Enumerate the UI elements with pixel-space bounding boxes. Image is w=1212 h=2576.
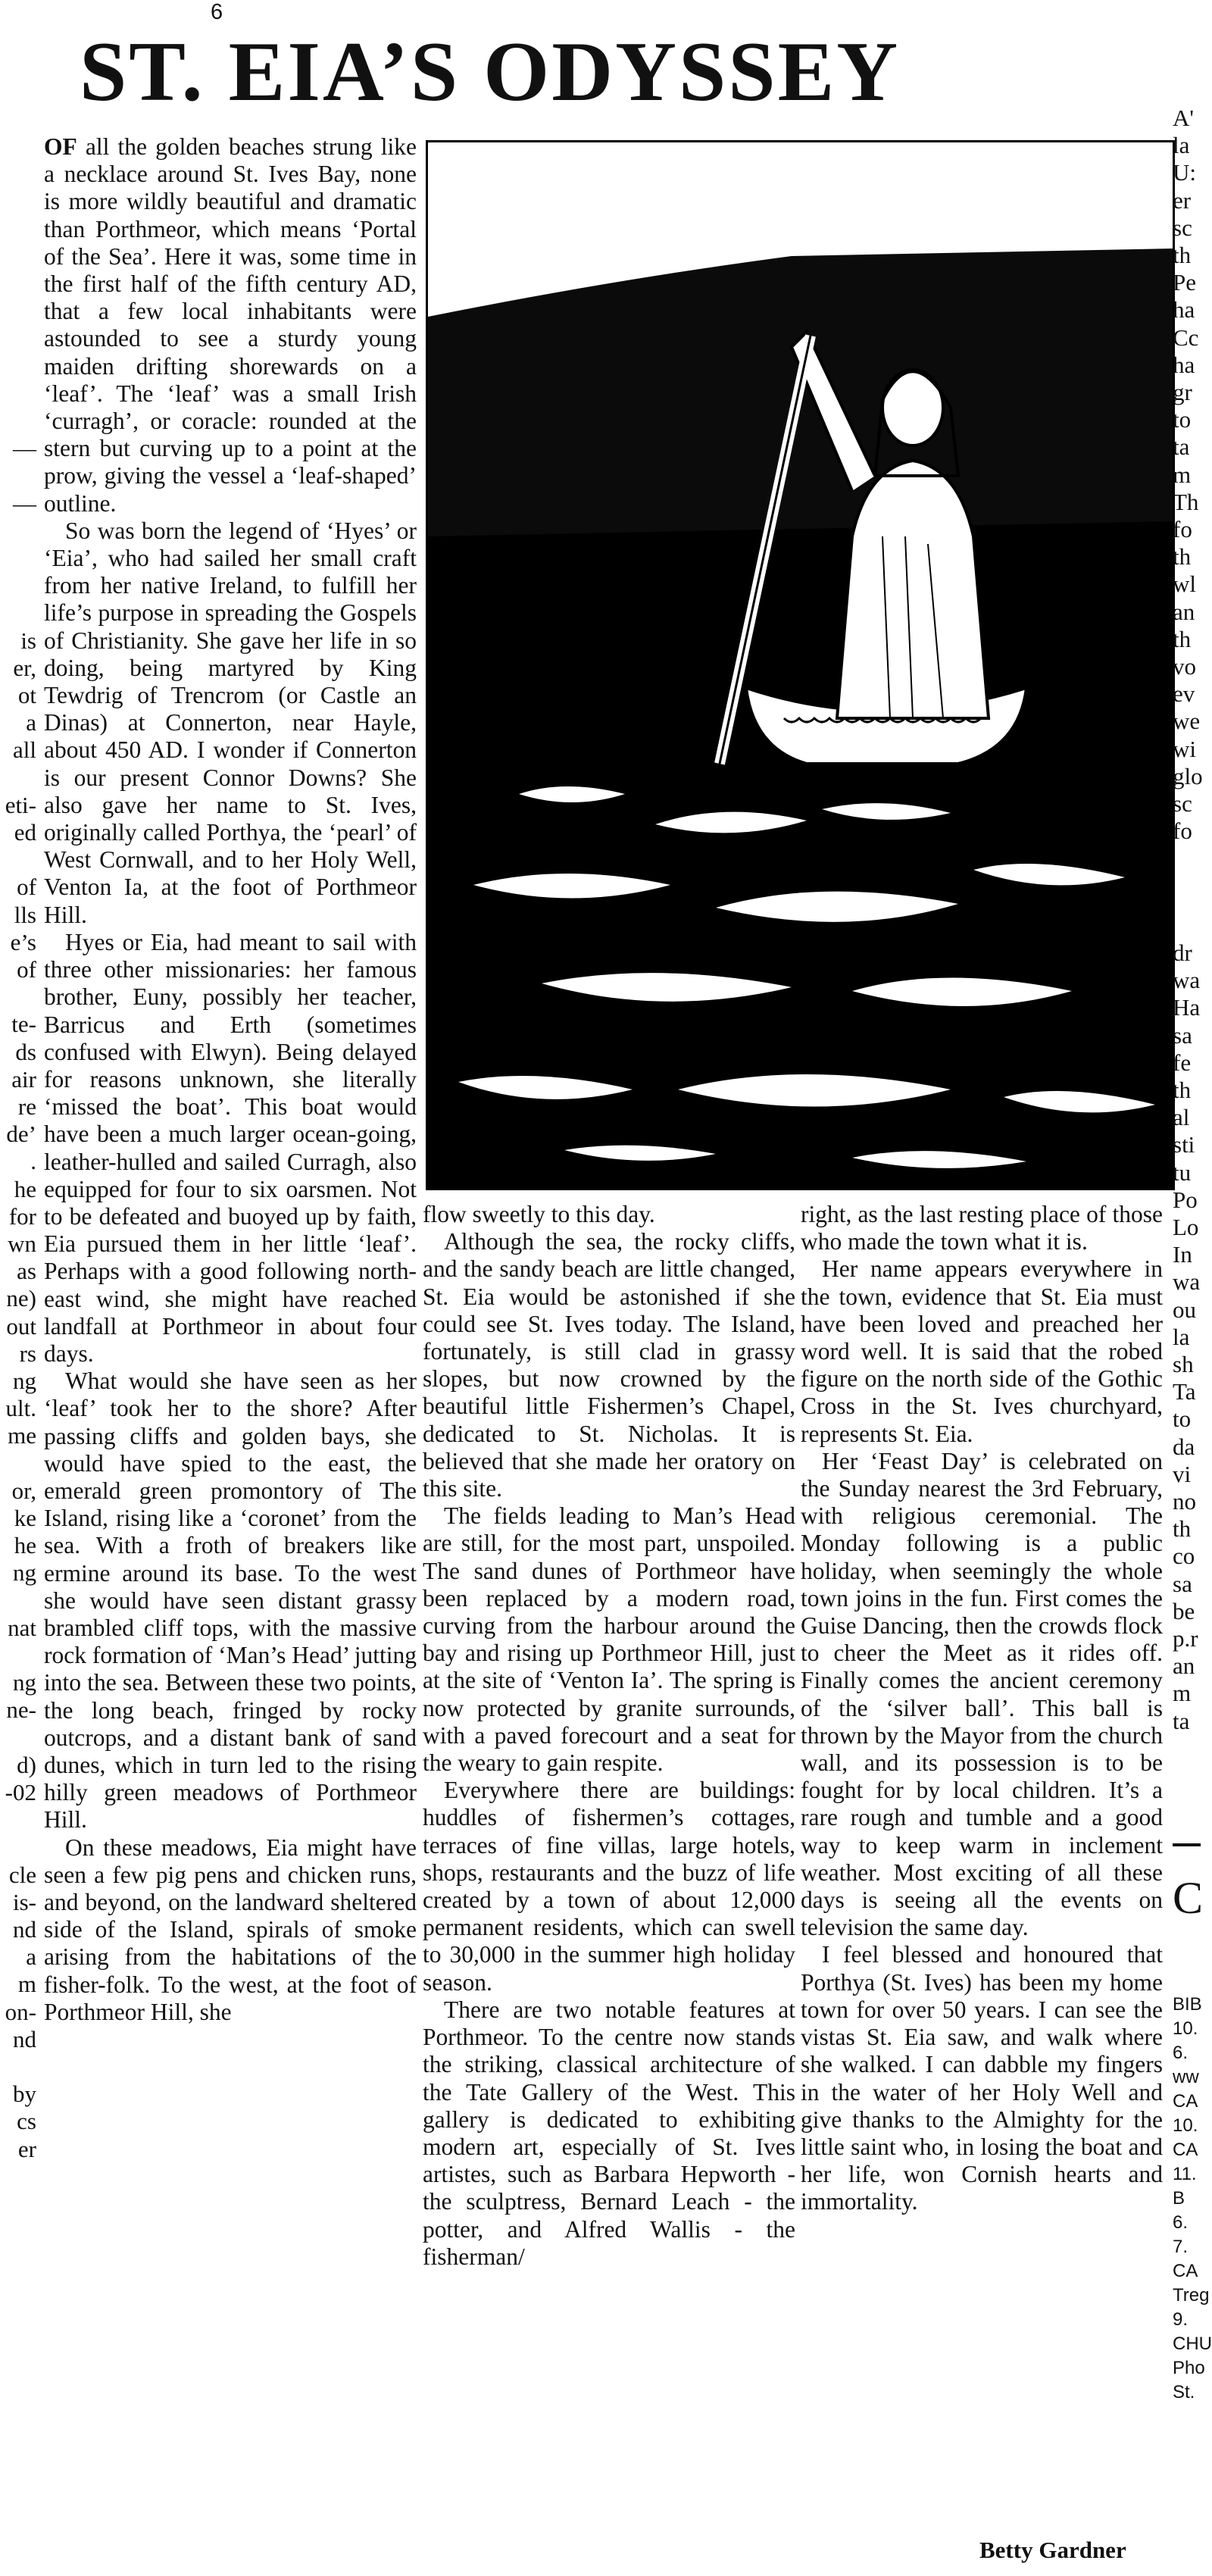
edge-fragment: he — [14, 1532, 36, 1559]
section-initial: C — [1173, 1873, 1204, 1923]
edge-fragment: U: — [1173, 159, 1196, 186]
edge-fragment: ot — [17, 682, 36, 708]
listing-fragment: Pho — [1173, 2358, 1205, 2378]
column-3-paragraph: I feel blessed and honoured that Porthya (St. Ives) has been my home town for over 50 years. I can see the vistas St. Eia saw, and walk where she walked. I can dabble my fingers in the water of her Holy Well and give thanks to the Almighty for the little saint who, in losing the boat and her life, won Cornish hearts and immortality. — [801, 1941, 1163, 2215]
edge-fragment: an — [1173, 1652, 1195, 1680]
edge-fragment: rs — [19, 1340, 36, 1367]
edge-fragment: wa — [1173, 967, 1201, 994]
edge-fragment: glo — [1173, 762, 1203, 789]
column-1-paragraph: What would she have seen as her ‘leaf’ took her to the shore? After passing cliffs and golden bays, she would have spied to the east, the emerald green promontory of The Island, rising like a ‘coronet’ from the sea. With a froth of breakers like ermine around its base. To the west she would have seen distant grassy brambled cliff tops, with the massive rock formation of ‘Man’s Head’ jutting into the sea. Between these two points, the long beach, fringed by rocky outcrops, and a distant bank of sand dunes, which in turn led to the rising hilly green meadows of Porthmeor Hill. — [44, 1368, 417, 1834]
edge-fragment: to — [1173, 1405, 1192, 1433]
column-2 — [423, 1201, 795, 2271]
left-fragments — [0, 133, 36, 2255]
edge-fragment: nd — [13, 2025, 36, 2052]
column-2-paragraph: flow sweetly to this day. — [423, 1201, 655, 1227]
edge-fragment: A' — [1173, 105, 1194, 131]
edge-fragment: me — [8, 1422, 36, 1449]
drop-cap: OF — [44, 133, 77, 160]
edge-fragment: er — [1173, 186, 1192, 214]
edge-fragment: ng — [13, 1559, 36, 1587]
edge-fragment: we — [1173, 708, 1201, 735]
edge-fragment: ult. — [5, 1395, 36, 1422]
edge-fragment: — — [13, 435, 36, 462]
edge-fragment: th — [1173, 242, 1192, 269]
edge-fragment: to — [1173, 406, 1192, 433]
edge-fragment: er — [17, 2135, 36, 2162]
edge-fragment: nat — [8, 1614, 36, 1641]
illustration-st-eia-coracle — [426, 140, 1175, 1190]
edge-fragment: wn — [8, 1230, 36, 1257]
edge-fragment: da — [1173, 1433, 1195, 1460]
edge-fragment: wl — [1173, 571, 1196, 598]
column-3-paragraph: Her ‘Feast Day’ is celebrated on the Sunday nearest the 3rd February, with religious ceremonial. The Monday following is a public holiday, when seemingly the whole town joins in the fun. First comes the Guise Dancing, then the crowds flock to cheer the Meet as it rides off. Finally comes the ancient ceremony of the ‘silver ball’. This ball is thrown by the Mayor from the church wall, and its possession is to be fought for by local children. It’s a rare rough and tumble and a good way to keep warm in inclement weather. Most exciting of all these days is seeing all the events on television the same day. — [801, 1447, 1163, 1941]
edge-fragment: dr — [1173, 939, 1192, 966]
column-1-paragraph — [44, 133, 417, 517]
right-fragments-top — [1173, 105, 1201, 845]
edge-fragment: th — [1173, 1077, 1192, 1104]
edge-fragment: Po — [1173, 1186, 1198, 1213]
edge-fragment: lls — [14, 901, 36, 928]
column-1-paragraph: Hyes or Eia, had meant to sail with three other missionaries: her famous brother, Euny, possibly her teacher, Barricus and Erth (sometimes confused with Elwyn). Being delayed for reasons unknown, she literally ‘missed the boat’. This boat would have been a much larger ocean-going, leather-hulled and sailed Curragh, also equipped for four to six oarsmen. Not to be defeated and buoyed up by faith, Eia pursued them in her little ‘leaf’. Perhaps with a good following north-east wind, she might have reached landfall at Porthmeor in about four days. — [44, 928, 417, 1367]
column-2-paragraph: Although the sea, the rocky cliffs, and the sandy beach are little changed, St. Eia would be astonished if she could see St. Ives today. The Island, fortunately, is still clad in grassy slopes, but now crowned by the beautiful little Fishermen’s Chapel, dedicated to St. Nicholas. It is believed that she made her oratory on this site. — [423, 1228, 795, 1502]
edge-fragment: tu — [1173, 1158, 1192, 1186]
edge-fragment: air — [11, 1065, 36, 1093]
edge-fragment: vi — [1173, 1460, 1192, 1487]
edge-fragment: sti — [1173, 1131, 1195, 1158]
edge-fragment: re — [17, 1093, 36, 1120]
edge-fragment: is- — [13, 1888, 36, 1915]
edge-fragment: sc — [1173, 214, 1192, 241]
illustration-svg — [428, 142, 1173, 1188]
edge-fragment: co — [1173, 1543, 1195, 1570]
edge-fragment: ev — [1173, 680, 1195, 708]
listing-fragment: CA — [1173, 2261, 1198, 2281]
listing-fragment: 7. — [1173, 2237, 1189, 2257]
edge-fragment: a — [26, 709, 36, 736]
edge-fragment: gr — [1173, 379, 1192, 406]
edge-fragment: cle — [8, 1861, 36, 1888]
edge-fragment: be — [1173, 1597, 1195, 1624]
column-3-paragraph: right, as the last resting place of those who made the town what it is. — [801, 1201, 1163, 1255]
edge-fragment: -02 — [5, 1779, 36, 1805]
edge-fragment: Ta — [1173, 1378, 1196, 1405]
edge-fragment: ng — [13, 1368, 36, 1394]
listing-fragment: CA — [1173, 2140, 1198, 2160]
edge-fragment: of — [17, 956, 36, 983]
edge-fragment: ed — [14, 819, 36, 846]
right-fragments-bottom-head — [1173, 1871, 1204, 1924]
column-rule — [1173, 1843, 1201, 1846]
edge-fragment: all — [13, 736, 36, 764]
listing-fragment: CHU — [1173, 2334, 1212, 2354]
listing-fragment: CA — [1173, 2091, 1198, 2112]
edge-fragment: ta — [1173, 1707, 1190, 1734]
edge-fragment: wa — [1173, 1268, 1201, 1296]
edge-fragment: ne) — [6, 1285, 36, 1312]
listing-fragment: ww — [1173, 2067, 1199, 2087]
edge-fragment: ha — [1173, 296, 1195, 324]
listing-fragment: Treg — [1173, 2285, 1210, 2306]
edge-fragment: fo — [1173, 818, 1192, 845]
edge-fragment: ke — [14, 1505, 36, 1531]
column-1 — [44, 133, 417, 2026]
edge-fragment: m — [1173, 1680, 1192, 1707]
listing-fragment: 6. — [1173, 2043, 1189, 2063]
edge-fragment: Lo — [1173, 1214, 1199, 1241]
edge-fragment: as — [17, 1258, 36, 1285]
right-fragments-mid — [1173, 939, 1201, 1735]
edge-fragment: sa — [1173, 1570, 1192, 1597]
edge-fragment: ha — [1173, 351, 1195, 378]
edge-fragment: te- — [11, 1011, 36, 1038]
edge-fragment: p.r — [1173, 1625, 1198, 1652]
saint-head — [882, 370, 943, 445]
edge-fragment: d) — [17, 1751, 36, 1778]
right-fragments-bottom — [1173, 1993, 1212, 2405]
listing-fragment: 10. — [1173, 2115, 1198, 2136]
edge-fragment: fe — [1173, 1049, 1192, 1076]
column-2-paragraph: The fields leading to Man’s Head are still, for the most part, unspoiled. The sand dunes of Porthmeor have been replaced by a modern road, curving from the harbour around the bay and rising up Porthmeor Hill, just at the site of ‘Venton Ia’. The spring is now protected by granite surrounds, with a paved forecourt and a seat for the weary to gain respite. — [423, 1502, 795, 1777]
edge-fragment: nd — [13, 1916, 36, 1943]
edge-fragment: by — [13, 2080, 36, 2108]
edge-fragment: is — [20, 627, 36, 654]
edge-fragment: or, — [11, 1477, 36, 1504]
edge-fragment: th — [1173, 1515, 1192, 1543]
edge-fragment: m — [1173, 461, 1192, 488]
column-2-paragraph: There are two notable features at Porthmeor. To the centre now stands the striking, classical architecture of the Tate Gallery of the West. This gallery is dedicated to exhibiting modern art, especially of St. Ives artistes, such as Barbara Hepworth - the sculptress, Bernard Leach - the potter, and Alfred Wallis - the fisherman/ — [423, 1996, 795, 2270]
listing-fragment: 10. — [1173, 2018, 1198, 2039]
column-1-paragraph: So was born the legend of ‘Hyes’ or ‘Eia’, who had sailed her small craft from her native Ireland, to fulfill her life’s purpose in spreading the Gospels of Christianity. She gave her life in so doing, being martyred by King Tewdrig of Trencrom (or Castle an Dinas) at Connerton, near Hayle, about 450 AD. I wonder if Connerton is our present Connor Downs? She also gave her name to St. Ives, originally called Porthya, the ‘pearl’ of West Cornwall, and to her Holy Well, Venton Ia, at the foot of Porthmeor Hill. — [44, 517, 417, 928]
edge-fragment: — — [13, 489, 36, 517]
edge-fragment: de’ — [6, 1121, 36, 1148]
edge-fragment: . — [30, 1148, 36, 1175]
edge-fragment: sa — [1173, 1021, 1192, 1049]
edge-fragment: on- — [5, 1998, 36, 2025]
edge-fragment: of — [17, 874, 36, 901]
edge-fragment: er, — [13, 654, 36, 681]
edge-fragment: ne- — [6, 1696, 36, 1724]
edge-fragment: eti- — [5, 791, 36, 818]
edge-fragment: In — [1173, 1241, 1192, 1268]
edge-fragment: th — [1173, 625, 1192, 652]
edge-fragment: la — [1173, 1323, 1190, 1350]
edge-fragment: out — [6, 1312, 36, 1340]
headline: ST. EIA’S ODYSSEY — [80, 25, 901, 119]
edge-fragment: Ha — [1173, 994, 1201, 1021]
edge-fragment: vo — [1173, 653, 1196, 680]
edge-fragment: a — [26, 1943, 36, 1971]
column-3-paragraph: Her name appears everywhere in the town, evidence that St. Eia must have been loved and preached her word well. It is said that the robed figure on the north side of the Gothic Cross in the St. Ives churchyard, represents St. Eia. — [801, 1255, 1163, 1447]
listing-fragment: 6. — [1173, 2212, 1189, 2233]
edge-fragment: ou — [1173, 1296, 1196, 1323]
edge-fragment: ta — [1173, 433, 1190, 461]
edge-fragment: for — [8, 1202, 36, 1230]
edge-fragment: Th — [1173, 488, 1199, 515]
listing-fragment: St. — [1173, 2382, 1195, 2402]
edge-fragment: e’s — [10, 928, 36, 955]
edge-fragment: wi — [1173, 735, 1196, 762]
edge-fragment: sh — [1173, 1351, 1194, 1378]
edge-fragment: cs — [17, 2108, 36, 2135]
edge-fragment: he — [14, 1175, 36, 1202]
column-1-paragraph: On these meadows, Eia might have seen a few pig pens and chicken runs, and beyond, on the landward sheltered side of the Island, spirals of smoke arising from the habitations of the fisher-folk. To the west, at the foot of Porthmeor Hill, she — [44, 1834, 417, 2025]
edge-fragment: sc — [1173, 790, 1192, 818]
column-2-paragraph: Everywhere there are buildings: huddles of fishermen’s cottages, terraces of fine villas, large hotels, shops, restaurants and the buzz of life created by a town of about 12,000 permanent residents, which can swell to 30,000 in the summer high holiday season. — [423, 1777, 795, 1996]
edge-fragment: th — [1173, 543, 1192, 571]
page-number: 6 — [211, 0, 223, 24]
edge-fragment: m — [17, 1971, 36, 1998]
edge-fragment: al — [1173, 1104, 1190, 1131]
listing-fragment: B — [1173, 2188, 1185, 2209]
listing-fragment: 11. — [1173, 2164, 1197, 2184]
byline: Betty Gardner — [979, 2537, 1126, 2563]
edge-fragment: ds — [15, 1038, 36, 1065]
edge-fragment: ng — [13, 1669, 36, 1696]
edge-fragment: Cc — [1173, 324, 1199, 351]
edge-fragment: an — [1173, 598, 1195, 625]
edge-fragment: no — [1173, 1488, 1196, 1515]
edge-fragment: Pe — [1173, 269, 1196, 296]
edge-fragment: fo — [1173, 516, 1192, 543]
column-3 — [801, 1201, 1163, 2216]
edge-fragment: la — [1173, 132, 1190, 159]
listing-fragment: BIB — [1173, 1994, 1202, 2015]
listing-fragment: 9. — [1173, 2309, 1189, 2330]
paragraph-text: all the golden beaches strung like a necklace around St. Ives Bay, none is more wildly beautiful and dramatic than Porthmeor, which means ‘Portal of the Sea’. Here it was, some time in the first half of the fifth century AD, that a few local inhabitants were astounded to see a sturdy young maiden drifting shorewards on a ‘leaf’. The ‘leaf’ was a small Irish ‘curragh’, or coracle: rounded at the stern but curving up to a point at the prow, giving the vessel a ‘leaf-shaped’ outline. — [44, 133, 417, 517]
